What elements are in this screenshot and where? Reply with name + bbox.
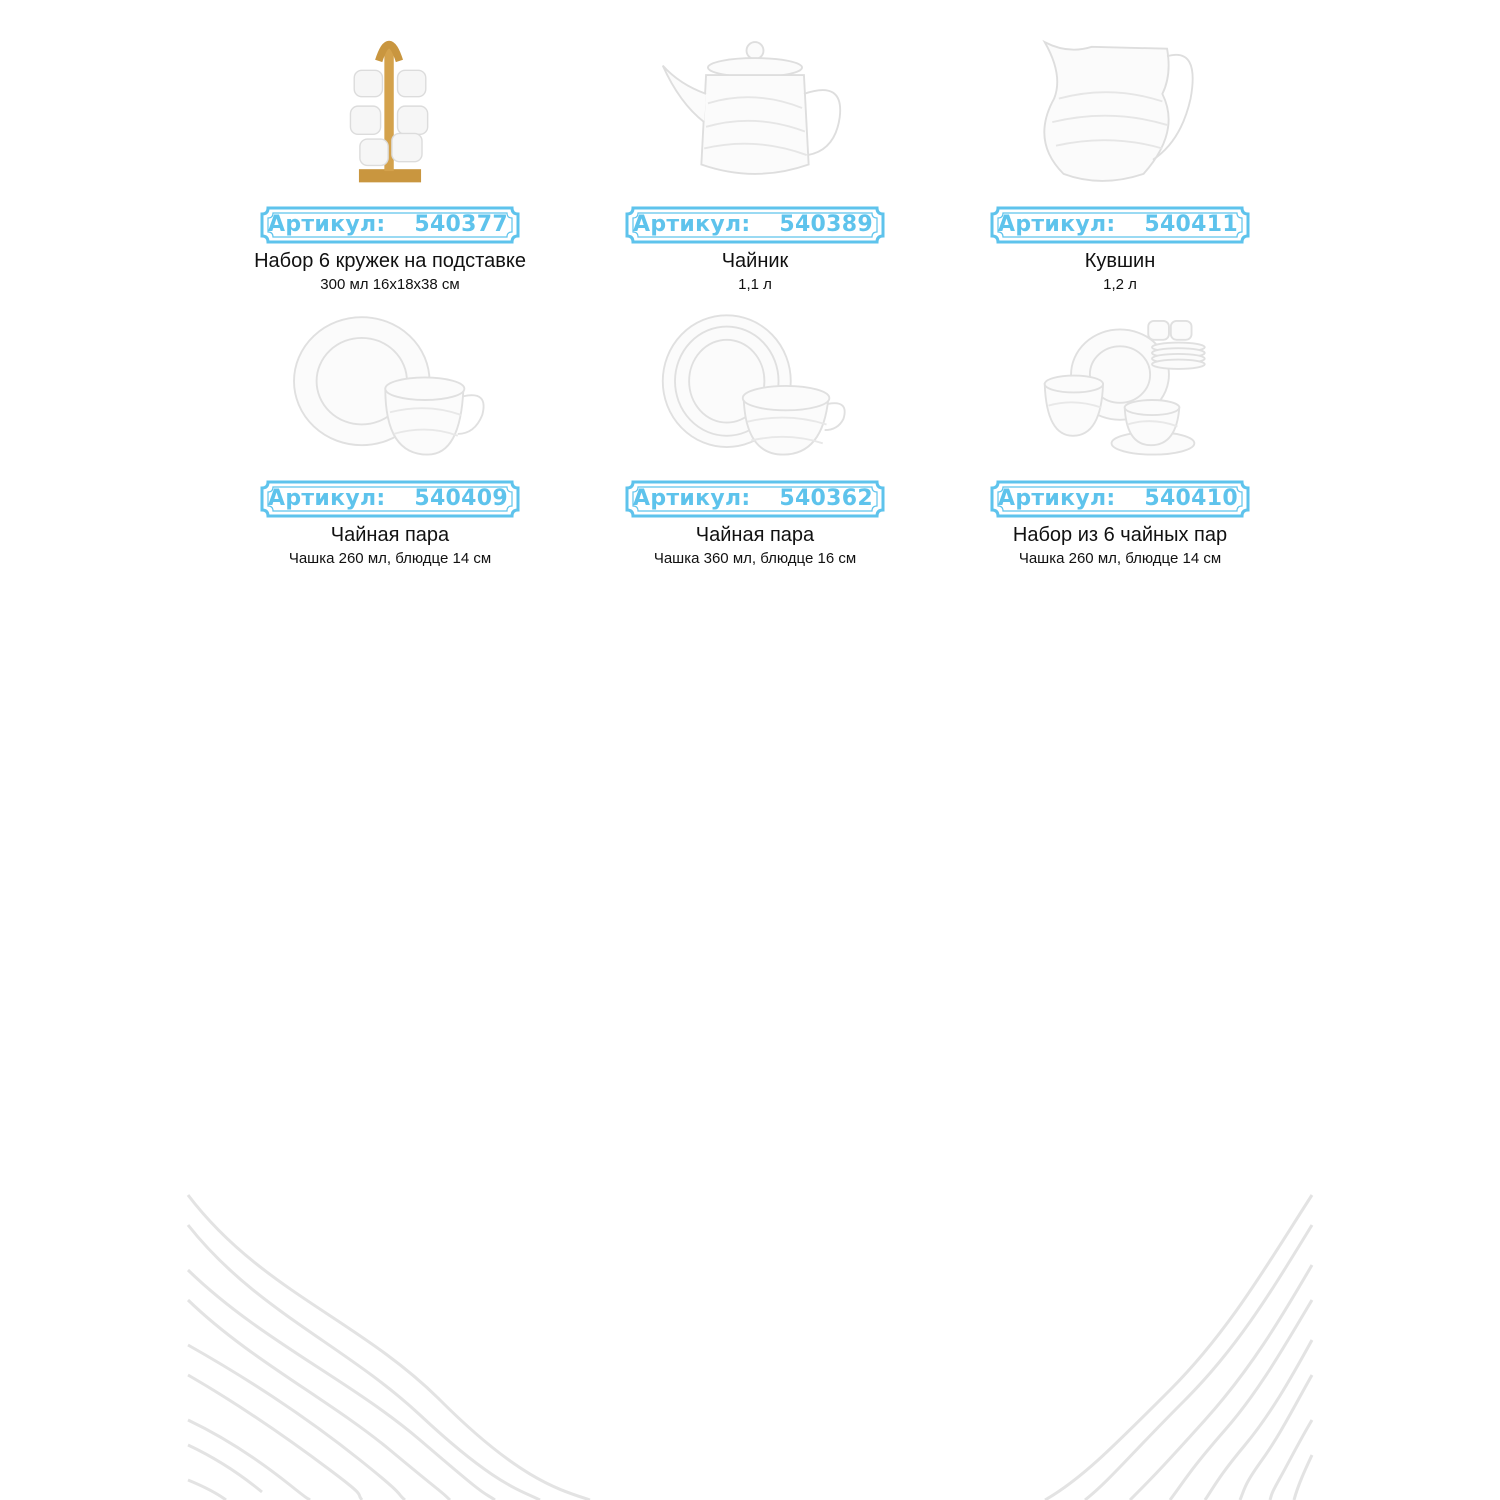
article-label: Артикул: [633, 486, 751, 511]
article-badge [258, 478, 522, 520]
article-label: Артикул: [998, 486, 1116, 511]
article-badge [623, 204, 887, 246]
product-card[interactable] [970, 28, 1270, 298]
product-card[interactable] [970, 304, 1270, 574]
product-card[interactable] [605, 304, 905, 574]
product-title: Набор из 6 чайных пар [1012, 524, 1228, 546]
product-card[interactable] [605, 28, 905, 298]
mug-stand-icon [240, 28, 540, 188]
product-card[interactable] [240, 28, 540, 298]
product-title: Чайная пара [330, 524, 450, 546]
article-code: 540389 [779, 212, 873, 237]
product-title: Набор 6 кружек на подставке [254, 250, 526, 272]
article-label: Артикул: [633, 212, 751, 237]
product-subtitle: Чашка 260 мл, блюдце 14 см [288, 550, 492, 567]
product-card[interactable] [240, 304, 540, 574]
article-code: 540362 [779, 486, 873, 511]
article-badge [258, 204, 522, 246]
article-badge [988, 478, 1252, 520]
article-label: Артикул: [998, 212, 1116, 237]
product-subtitle: 300 мл 16x18x38 см [320, 276, 460, 293]
article-badge [988, 204, 1252, 246]
tea-set-icon [970, 304, 1270, 464]
product-subtitle: Чашка 360 мл, блюдце 16 см [653, 550, 857, 567]
article-badge [623, 478, 887, 520]
article-label: Артикул: [268, 486, 386, 511]
product-title: Чайник [721, 250, 789, 272]
product-subtitle: Чашка 260 мл, блюдце 14 см [1018, 550, 1222, 567]
tea-pair-icon [240, 304, 540, 464]
product-title: Чайная пара [695, 524, 815, 546]
article-code: 540377 [414, 212, 508, 237]
article-label: Артикул: [268, 212, 386, 237]
article-code: 540409 [414, 486, 508, 511]
product-subtitle: 1,2 л [1103, 276, 1137, 293]
teapot-icon [605, 28, 905, 188]
tea-pair-icon [605, 304, 905, 464]
article-code: 540410 [1144, 486, 1238, 511]
product-subtitle: 1,1 л [738, 276, 772, 293]
article-code: 540411 [1144, 212, 1238, 237]
product-title: Кувшин [1084, 250, 1156, 272]
jug-icon [970, 28, 1270, 188]
